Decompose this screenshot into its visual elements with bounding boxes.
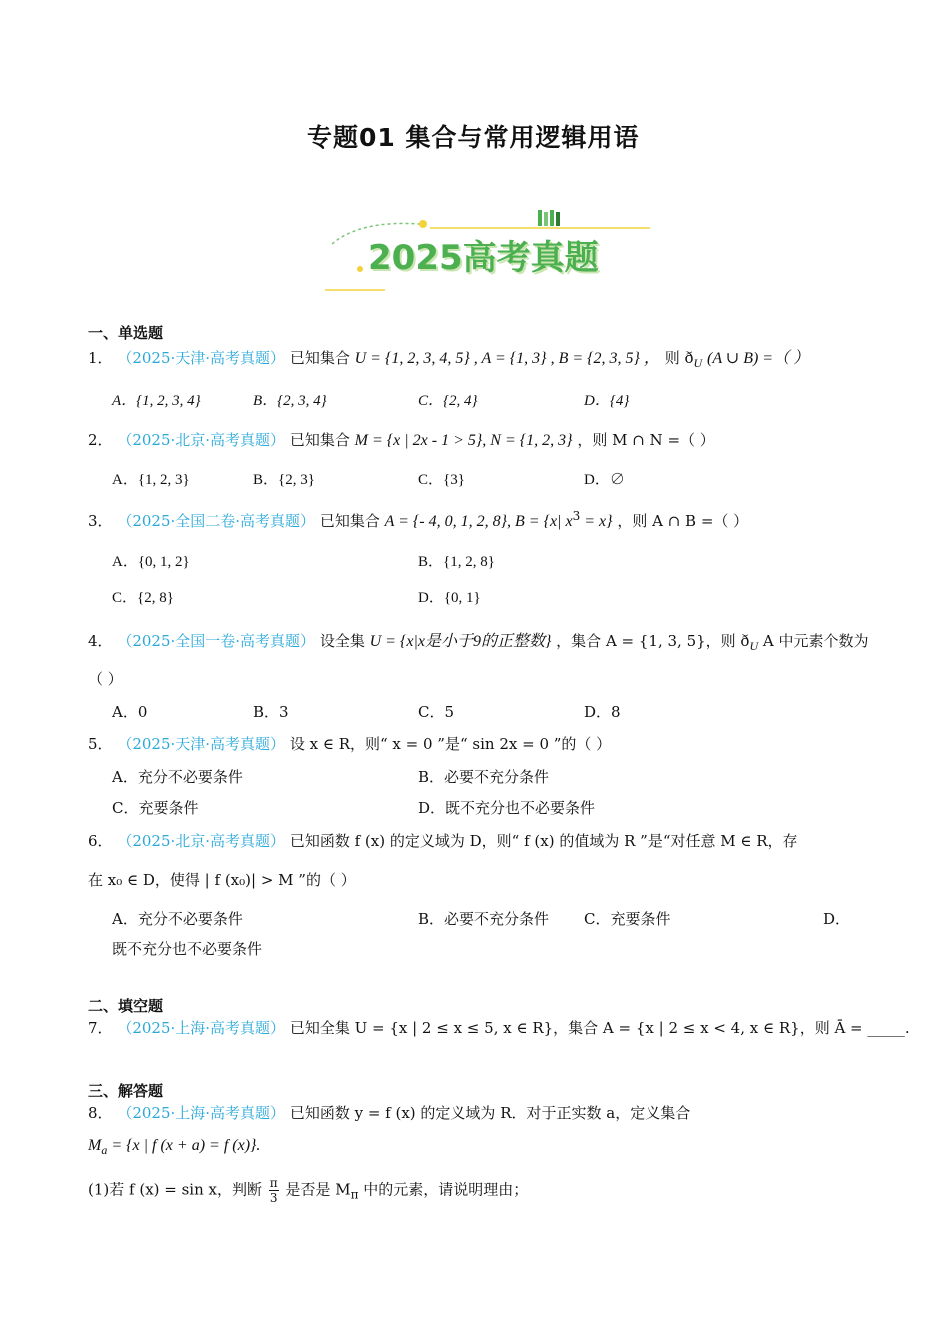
fraction-denominator: 3 [269, 1191, 278, 1205]
superscript: 3 [572, 509, 581, 523]
option-b: B．必要不充分条件 [418, 910, 550, 928]
option-c: C．{3} [418, 472, 465, 488]
question-source: （2025·上海·高考真题） [117, 1019, 286, 1037]
math-expression: = {x | f (x + a) = f (x)}. [107, 1137, 261, 1154]
fraction-numerator: π [269, 1176, 278, 1190]
question-source: （2025·北京·高考真题） [117, 431, 286, 449]
option-b: B．{2, 3, 4} [253, 393, 327, 409]
option-c: C．{2, 4} [418, 393, 478, 409]
option-d: D．{4} [584, 393, 630, 409]
question-source: （2025·天津·高考真题） [117, 735, 286, 753]
math-expression: M = {x | 2x - 1 > 5}, N = {1, 2, 3} [354, 432, 573, 449]
option-d: D．8 [584, 703, 621, 721]
question-2 [88, 429, 715, 450]
option-b: B．{1, 2, 8} [418, 554, 495, 570]
question-source: （2025·全国二卷·高考真题） [117, 512, 316, 530]
question-source: （2025·天津·高考真题） [117, 349, 286, 367]
question-source: （2025·全国一卷·高考真题） [117, 632, 316, 650]
question-number: 3． [88, 512, 113, 530]
question-4 [88, 628, 869, 654]
question-stem: 已知全集 U = {x | 2 ≤ x ≤ 5, x ∈ R}，集合 A = {x | 2 ≤ x < 4, x ∈ R}，则 Ā = _____. [289, 1019, 910, 1037]
option-a: A．充分不必要条件 [112, 910, 243, 928]
question-tail: ，则 M ∩ N =（ ） [577, 431, 715, 449]
option-d: D． [823, 910, 851, 928]
page-title: 专题01 集合与常用逻辑用语 [307, 123, 640, 152]
option-c: C．充要条件 [584, 910, 671, 928]
option-d-continuation: 既不充分也不必要条件 [112, 940, 263, 958]
question-stem: 设全集 [319, 632, 365, 650]
section-heading-fill-blank: 二、填空题 [88, 997, 164, 1015]
option-d: D．既不充分也不必要条件 [418, 799, 596, 817]
option-a: A．0 [112, 703, 148, 721]
math-expression: U = {x|x是小于9的正整数} [369, 633, 552, 650]
question-stem: 设 x ∈ R，则“ x = 0 ”是“ sin 2x = 0 ”的（ ） [289, 735, 612, 753]
section-heading-answer: 三、解答题 [88, 1082, 164, 1100]
part-1-text: (1)若 f (x) = sin x，判断 [88, 1180, 262, 1199]
option-a: A．{0, 1, 2} [112, 554, 190, 570]
option-a: A．充分不必要条件 [112, 768, 243, 786]
question-number: 5． [88, 735, 113, 753]
question-number: 4． [88, 632, 113, 650]
badge-text: 2025高考真题 [368, 238, 599, 278]
question-stem: 已知函数 f (x) 的定义域为 D，则“ f (x) 的值域为 R ”是“对任意 M ∈ R，存 [289, 832, 798, 850]
question-6-line-2: 在 x₀ ∈ D，使得 | f (x₀)| > M ”的（ ） [88, 871, 356, 889]
question-source: （2025·上海·高考真题） [117, 1104, 286, 1122]
question-tail: A 中元素个数为 [762, 632, 869, 650]
question-5 [88, 733, 611, 754]
subscript: U [749, 639, 759, 653]
question-stem: 已知函数 y = f (x) 的定义域为 R．对于正实数 a，定义集合 [289, 1104, 691, 1122]
question-number: 2． [88, 431, 113, 449]
math-expression: (A ∪ B) =（ ） [706, 350, 810, 367]
subscript: π [350, 1187, 359, 1202]
badge-banner [320, 202, 660, 297]
math-expression: A = {- 4, 0, 1, 2, 8}, B = {x| x [384, 513, 573, 530]
part-1 [88, 1176, 528, 1216]
question-4-continuation: （ ） [88, 670, 123, 688]
question-8 [88, 1102, 690, 1123]
subscript: U [693, 356, 703, 370]
question-number: 7． [88, 1019, 113, 1037]
option-a: A．{1, 2, 3} [112, 472, 190, 488]
math-symbol: M [88, 1137, 102, 1154]
fraction [269, 1176, 279, 1205]
math-expression: = x} [580, 513, 613, 530]
option-b: B．必要不充分条件 [418, 768, 550, 786]
question-source: （2025·北京·高考真题） [117, 832, 286, 850]
option-c: C．{2, 8} [112, 590, 174, 606]
question-1 [88, 345, 809, 371]
question-tail: ，则 A ∩ B =（ ） [617, 512, 749, 530]
subscript: a [101, 1143, 108, 1157]
set-definition [88, 1136, 260, 1158]
question-number: 8． [88, 1104, 113, 1122]
math-expression: U = {1, 2, 3, 4, 5} , A = {1, 3} , B = {2, 3, 5} ， [354, 350, 660, 367]
part-1-text: 是否是 M [285, 1180, 351, 1199]
option-c: C．充要条件 [112, 799, 199, 817]
option-d: D．{0, 1} [418, 590, 481, 606]
question-stem: 已知集合 [289, 349, 350, 367]
section-heading-single-choice: 一、单选题 [88, 324, 164, 342]
question-stem: 已知集合 [289, 431, 350, 449]
question-7 [88, 1017, 910, 1038]
question-tail: 则 ð [664, 349, 694, 367]
question-6 [88, 830, 798, 851]
question-tail: ，集合 A = {1, 3, 5}，则 ð [556, 632, 750, 650]
option-b: B．{2, 3} [253, 472, 315, 488]
question-stem: 已知集合 [319, 512, 380, 530]
part-1-text: 中的元素，请说明理由； [358, 1180, 529, 1199]
option-b: B．3 [253, 703, 289, 721]
question-3 [88, 509, 748, 531]
option-d: D．∅ [584, 472, 625, 488]
question-number: 6． [88, 832, 113, 850]
question-number: 1． [88, 349, 113, 367]
option-a: A．{1, 2, 3, 4} [112, 393, 201, 409]
option-c: C．5 [418, 703, 455, 721]
